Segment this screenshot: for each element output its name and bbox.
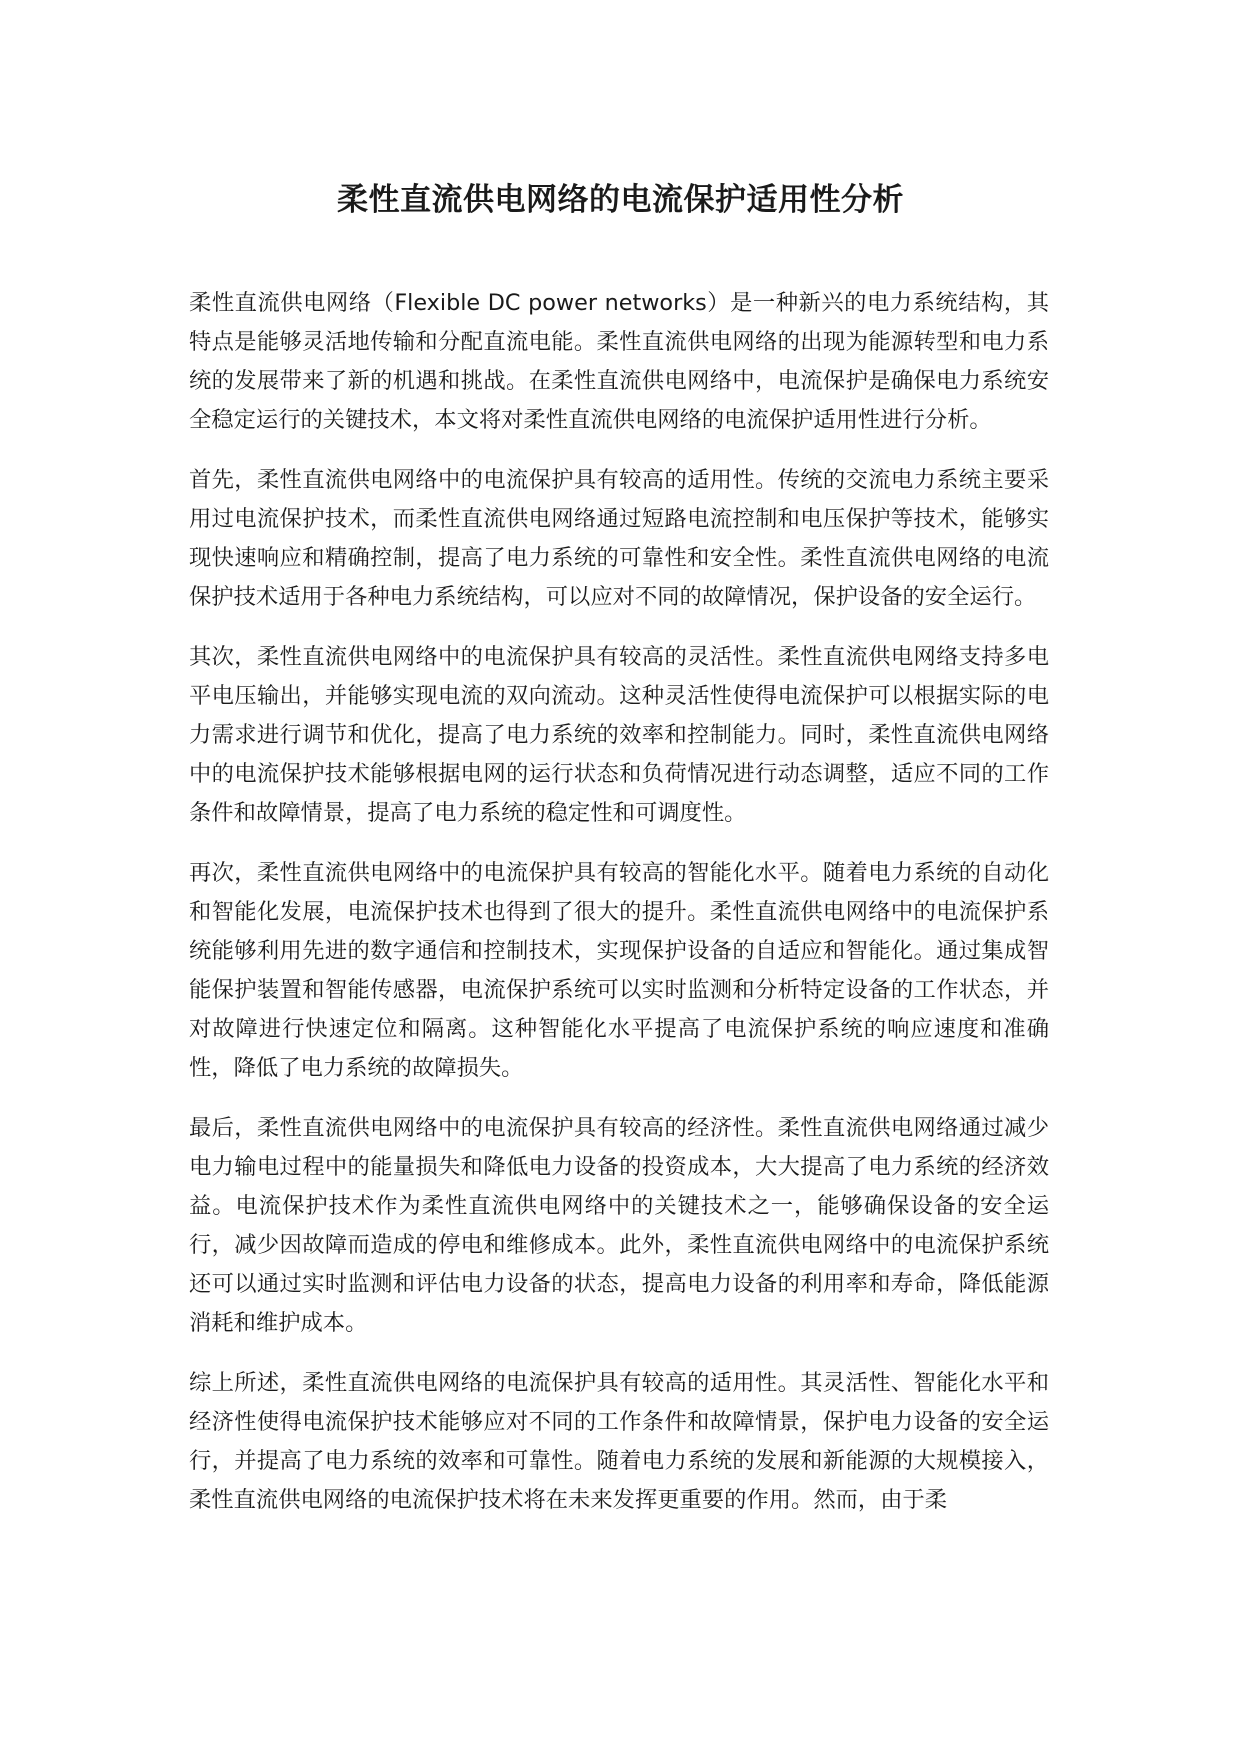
paragraph-conclusion: 综上所述，柔性直流供电网络的电流保护具有较高的适用性。其灵活性、智能化水平和经济性使得电流保护技术能够应对不同的工作条件和故障情景，保护电力设备的安全运行，并提高了电力系统的效率和可靠性。随着电力系统的发展和新能源的大规模接入，柔性直流供电网络的电流保护技术将在未来发挥更重要的作用。然而，由于柔 [189, 1370, 1049, 1513]
paragraph-economy: 最后，柔性直流供电网络中的电流保护具有较高的经济性。柔性直流供电网络通过减少电力输电过程中的能量损失和降低电力设备的投资成本，大大提高了电力系统的经济效益。电流保护技术作为柔性直流供电网络中的关键技术之一，能够确保设备的安全运行，减少因故障而造成的停电和维修成本。此外，柔性直流供电网络中的电流保护系统还可以通过实时监测和评估电力设备的状态，提高电力设备的利用率和寿命，降低能源消耗和维护成本。 [189, 1115, 1049, 1336]
paragraph-applicability: 首先，柔性直流供电网络中的电流保护具有较高的适用性。传统的交流电力系统主要采用过电流保护技术，而柔性直流供电网络通过短路电流控制和电压保护等技术，能够实现快速响应和精确控制，提高了电力系统的可靠性和安全性。柔性直流供电网络的电流保护技术适用于各种电力系统结构，可以应对不同的故障情况，保护设备的安全运行。 [189, 467, 1049, 610]
document-title: 柔性直流供电网络的电流保护适用性分析 [337, 182, 904, 218]
paragraph-intelligence: 再次，柔性直流供电网络中的电流保护具有较高的智能化水平。随着电力系统的自动化和智能化发展，电流保护技术也得到了很大的提升。柔性直流供电网络中的电流保护系统能够利用先进的数字通信和控制技术，实现保护设备的自适应和智能化。通过集成智能保护装置和智能传感器，电流保护系统可以实时监测和分析特定设备的工作状态，并对故障进行快速定位和隔离。这种智能化水平提高了电流保护系统的响应速度和准确性，降低了电力系统的故障损失。 [189, 860, 1049, 1081]
paragraph-intro: 柔性直流供电网络（Flexible DC power networks）是一种新兴的电力系统结构，其特点是能够灵活地传输和分配直流电能。柔性直流供电网络的出现为能源转型和电力系统的发展带来了新的机遇和挑战。在柔性直流供电网络中，电流保护是确保电力系统安全稳定运行的关键技术，本文将对柔性直流供电网络的电流保护适用性进行分析。 [189, 290, 1049, 433]
paragraph-flexibility: 其次，柔性直流供电网络中的电流保护具有较高的灵活性。柔性直流供电网络支持多电平电压输出，并能够实现电流的双向流动。这种灵活性使得电流保护可以根据实际的电力需求进行调节和优化，提高了电力系统的效率和控制能力。同时，柔性直流供电网络中的电流保护技术能够根据电网的运行状态和负荷情况进行动态调整，适应不同的工作条件和故障情景，提高了电力系统的稳定性和可调度性。 [189, 644, 1049, 826]
document-body [189, 284, 1049, 1541]
